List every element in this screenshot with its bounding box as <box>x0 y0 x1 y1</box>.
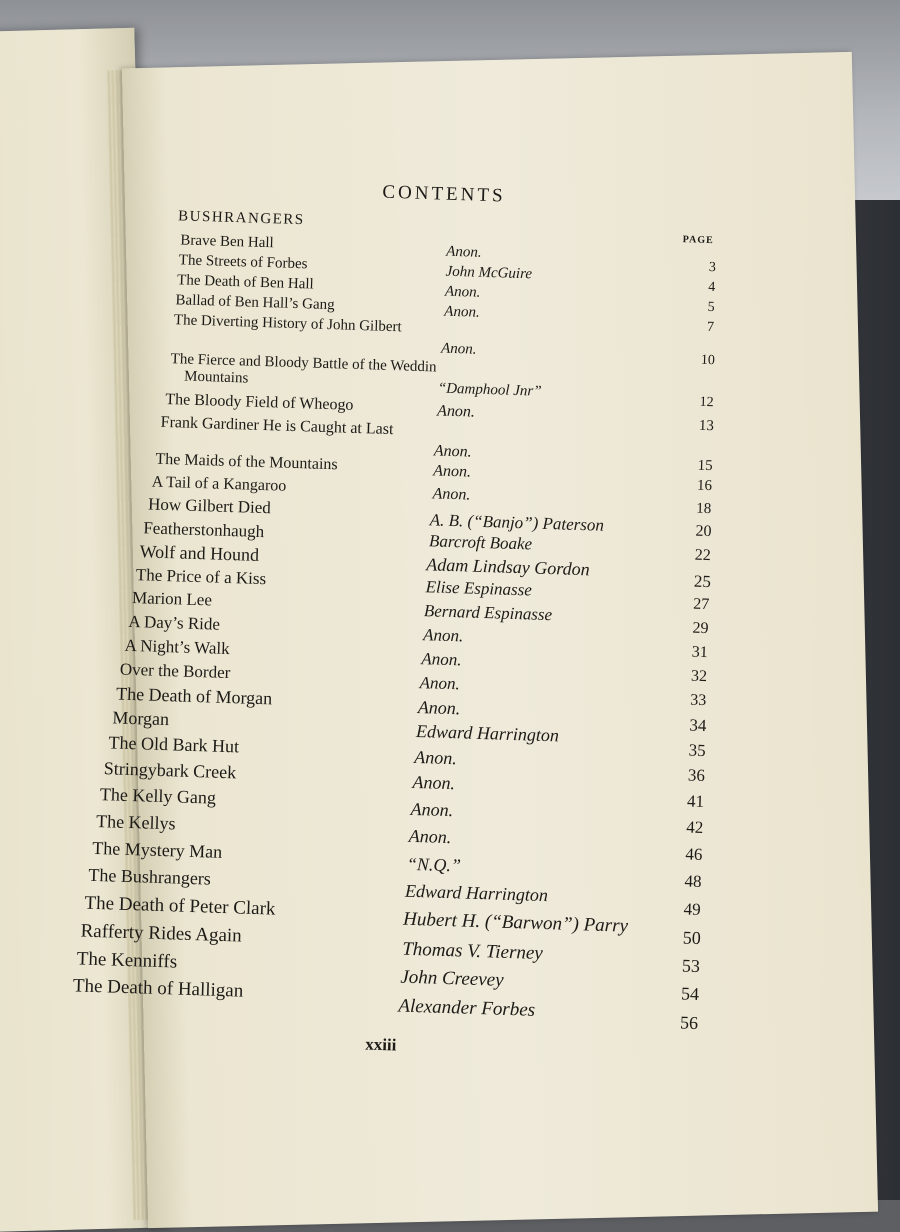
entry-title: Wolf and Hound <box>139 541 260 565</box>
entry-author: Anon. <box>433 462 472 481</box>
entry-author: Anon. <box>422 625 464 646</box>
entry-page-number: 4 <box>707 279 716 296</box>
entry-title: The Bloody Field of Wheogo <box>165 390 354 414</box>
entry-title: The Maids of the Mountains <box>155 450 338 474</box>
entry-author: Anon. <box>444 283 481 301</box>
entry-title: Over the Border <box>119 659 231 683</box>
entry-author: Elise Espinasse <box>425 577 533 600</box>
entry-title: A Night’s Walk <box>124 635 230 659</box>
entry-author: “Damphool Jnr” <box>437 380 542 400</box>
entry-page-number: 46 <box>685 844 703 865</box>
entry-author: Edward Harrington <box>404 880 549 906</box>
entry-page-number: 48 <box>684 871 702 892</box>
entry-page-number: 35 <box>688 740 706 761</box>
entry-author: Edward Harrington <box>415 720 560 746</box>
entry-page-number: 32 <box>690 667 708 686</box>
entry-title: Frank Gardiner He is Caught at Last <box>160 413 394 439</box>
entry-title: The Death of Halligan <box>72 975 244 1002</box>
entry-author: Adam Lindsay Gordon <box>426 554 590 580</box>
entry-page-number: 33 <box>689 691 707 710</box>
entry-title: Morgan <box>112 707 170 730</box>
entry-author: Anon. <box>421 649 462 670</box>
entry-page-number: 5 <box>707 299 715 316</box>
entry-page-number: 3 <box>708 259 717 276</box>
entry-author: Barcroft Boake <box>428 531 533 554</box>
page-column-header: PAGE <box>682 234 714 247</box>
entry-page-number: 22 <box>694 546 712 565</box>
entry-page-number: 18 <box>695 500 712 518</box>
entry-page-number: 53 <box>681 955 701 977</box>
entry-title: The Death of Morgan <box>115 683 273 709</box>
entry-title: How Gilbert Died <box>147 494 272 518</box>
entry-page-number: 27 <box>692 595 710 614</box>
entry-title: Ballad of Ben Hall’s Gang <box>175 292 335 314</box>
entry-page-number: 15 <box>697 457 713 475</box>
entry-title: The Death of Peter Clark <box>84 892 276 920</box>
section-heading: BUSHRANGERS <box>177 208 305 229</box>
entry-author: John McGuire <box>445 263 533 283</box>
entry-page-number: 49 <box>683 899 701 920</box>
entry-author: Alexander Forbes <box>398 995 536 1021</box>
entry-page-number: 36 <box>687 765 706 786</box>
entry-title: The Streets of Forbes <box>178 252 308 273</box>
entry-title: The Diverting History of John Gilbert <box>173 312 402 336</box>
entry-page-number: 25 <box>693 571 712 592</box>
entry-author: Thomas V. Tierney <box>401 938 544 965</box>
entry-author: Anon. <box>412 771 456 794</box>
entry-title: Rafferty Rides Again <box>80 920 243 947</box>
entry-title: The Kelly Gang <box>99 784 217 808</box>
entry-page-number: 41 <box>686 791 705 812</box>
entry-title: Marion Lee <box>131 588 213 610</box>
entry-title: The Old Bark Hut <box>108 732 240 757</box>
entry-page-number: 54 <box>680 983 700 1004</box>
entry-author: Bernard Espinasse <box>423 601 553 625</box>
entry-title: The Kellys <box>95 810 176 834</box>
page-title: CONTENTS <box>382 181 506 207</box>
entry-page-number: 34 <box>689 715 707 736</box>
entry-author: Anon. <box>413 746 458 769</box>
page-number: xxiii <box>364 1034 397 1055</box>
entry-title: The Mystery Man <box>91 837 223 862</box>
entry-title: Stringybark Creek <box>103 758 237 783</box>
entry-author: John Creevey <box>400 966 504 991</box>
entry-author: Anon. <box>410 798 454 821</box>
entry-page-number: 20 <box>695 522 712 541</box>
entry-title: Featherstonhaugh <box>143 518 265 542</box>
entry-author: Anon. <box>444 303 480 321</box>
entry-title: Brave Ben Hall <box>180 232 274 252</box>
entry-page-number: 16 <box>696 477 713 495</box>
entry-author: Anon. <box>419 673 461 694</box>
entry-page-number: 7 <box>706 319 715 336</box>
entry-page-number: 13 <box>698 417 715 435</box>
entry-title: A Tail of a Kangaroo <box>151 473 287 495</box>
entry-author: Anon. <box>436 402 476 421</box>
entry-author: Anon. <box>440 340 477 358</box>
entry-author: Anon. <box>408 825 452 848</box>
entry-author: Anon. <box>445 243 482 261</box>
entry-author: Anon. <box>432 485 471 504</box>
entry-title: The Price of a Kiss <box>135 565 267 589</box>
entry-author: Hubert H. (“Barwon”) Parry <box>402 908 629 937</box>
entry-title: The Fierce and Bloody Battle of the Weddin Mountains <box>170 351 437 387</box>
entry-page-number: 42 <box>685 817 704 838</box>
entry-title: The Kenniffs <box>76 948 178 973</box>
entry-page-number: 10 <box>700 352 716 369</box>
entry-title: The Death of Ben Hall <box>176 272 314 293</box>
entry-page-number: 29 <box>692 619 709 638</box>
entry-title: The Bushrangers <box>88 864 212 889</box>
entry-title: A Day’s Ride <box>128 611 221 634</box>
entry-author: A. B. (“Banjo”) Paterson <box>429 510 605 535</box>
entry-author: “N.Q.” <box>406 853 462 876</box>
entry-page-number: 56 <box>679 1012 699 1033</box>
entry-page-number: 12 <box>699 394 714 411</box>
entry-page-number: 31 <box>691 643 708 662</box>
entry-author: Anon. <box>417 697 461 719</box>
entry-page-number: 50 <box>682 927 702 949</box>
entry-author: Anon. <box>433 442 472 461</box>
